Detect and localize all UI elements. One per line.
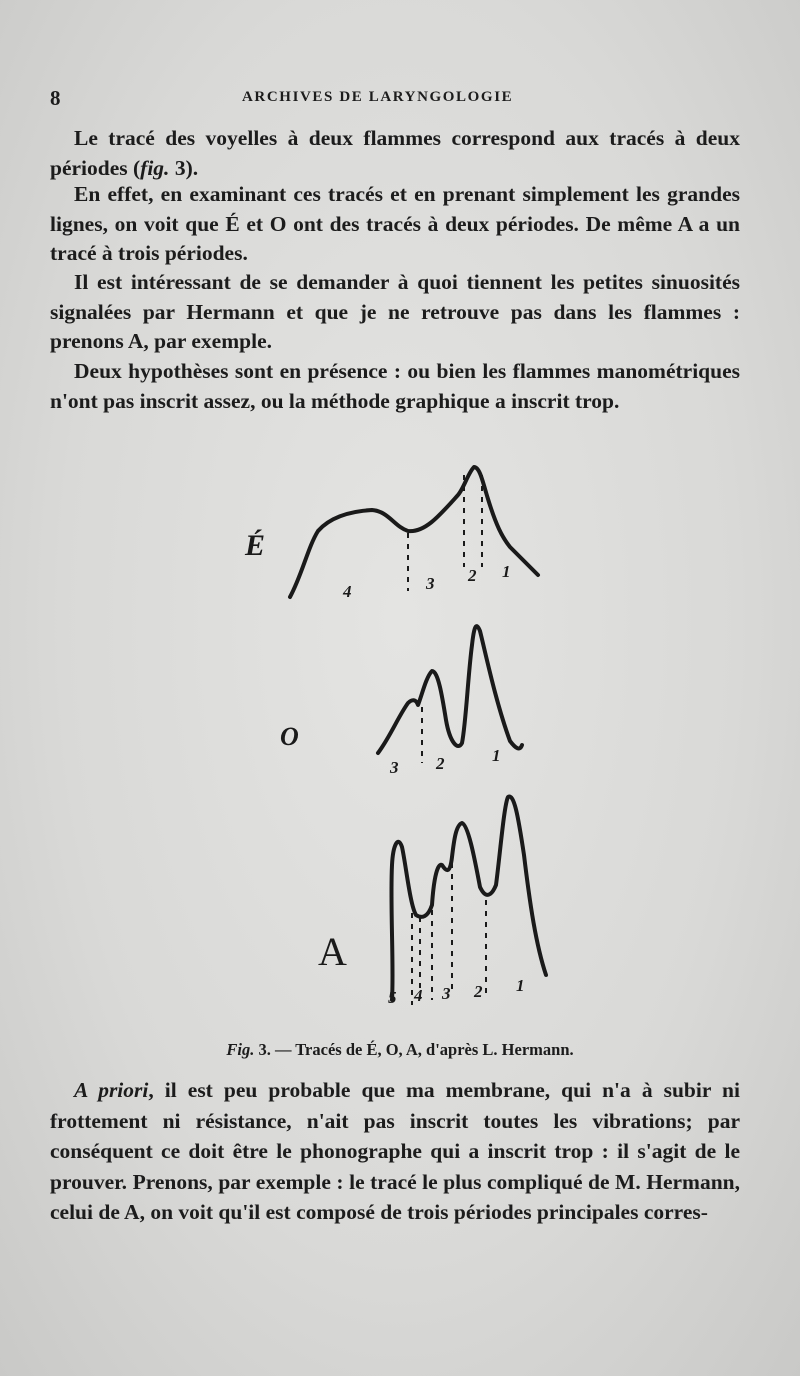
paragraph-4: Deux hypothèses sont en présence : ou bien les flammes manométriques n'ont pas inscrit assez, ou la méthode graphique a inscrit trop. [50, 359, 740, 413]
trace-e-label: É [245, 529, 266, 562]
trace-o-number-1: 1 [492, 746, 501, 765]
caption-fig-abbr: Fig. [226, 1040, 255, 1059]
trace-o-curve [378, 626, 522, 753]
trace-a-number-1: 1 [516, 976, 525, 995]
trace-e [244, 467, 538, 601]
trace-a-number-3: 3 [442, 984, 451, 1003]
trace-a-number-5: 5 [388, 988, 397, 1007]
trace-a-curve [391, 797, 546, 1000]
trace-e-number-2: 2 [468, 566, 477, 585]
trace-o-number-2: 2 [436, 754, 445, 773]
trace-e-number-3: 3 [426, 574, 435, 593]
trace-o [280, 626, 522, 777]
paragraph-5 [50, 1075, 740, 1228]
figure-3 [240, 455, 560, 1025]
running-title: ARCHIVES DE LARYNGOLOGIE [242, 89, 514, 105]
fig-reference: fig. [140, 155, 170, 180]
trace-a-label: A [318, 929, 347, 974]
trace-e-number-4: 4 [343, 582, 352, 601]
trace-o-label: O [280, 722, 299, 751]
trace-a-number-4: 4 [414, 986, 423, 1005]
paragraph-3: Il est intéressant de se demander à quoi tiennent les petites sinuosités signalées par Hermann et que je ne retrouve pas dans les flammes : prenons A, par exemple. [50, 270, 740, 353]
caption-text: 3. — Tracés de É, O, A, d'après L. Hermann. [254, 1040, 574, 1059]
figure-traces [240, 455, 560, 1025]
page-number: 8 [50, 86, 61, 110]
paragraph-2: En effet, en examinant ces tracés et en prenant simplement les grandes lignes, on voit que É et O ont des tracés à deux périodes. De même A a un tracé à trois périodes. [50, 182, 740, 265]
trace-e-number-1: 1 [502, 562, 511, 581]
figure-caption [0, 1040, 800, 1060]
trace-a-number-2: 2 [474, 982, 483, 1001]
trace-e-curve [290, 467, 538, 597]
trace-o-number-3: 3 [390, 758, 399, 777]
trace-a [318, 797, 546, 1007]
paragraph-1-end: 3). [169, 155, 199, 180]
paragraph-1 [50, 124, 740, 183]
paragraph-1-text: Le tracé des voyelles à deux flammes correspond aux tracés à deux périodes ( [50, 126, 740, 180]
a-priori: A priori [74, 1078, 149, 1102]
page-header [50, 86, 740, 110]
paragraph-5-text: , il est peu probable que ma membrane, qui n'a à subir ni frottement ni résistance, n'ait pas inscrit toutes les vibrations; par conséquent ce doit être le phonographe qui a inscrit trop : il s'agit de le prouver. Prenons, par exemple : le tracé le plus compliqué de M. Hermann, celui de A, on voit qu'il est composé de trois périodes principales corres- [50, 1078, 740, 1224]
